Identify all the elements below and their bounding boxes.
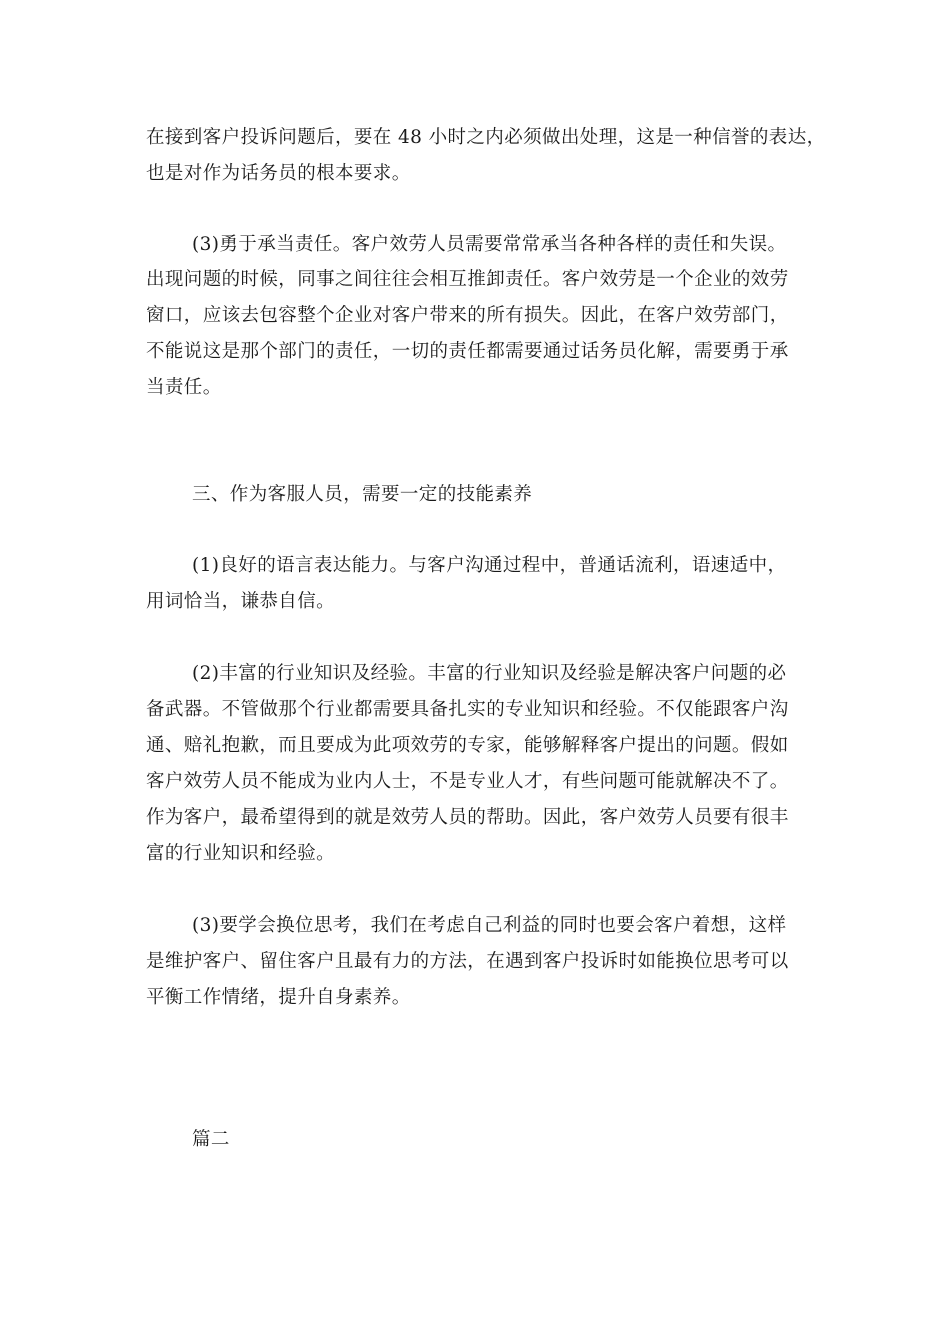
paragraph-line: (1)良好的语言表达能力。与客户沟通过程中，普通话流利，语速适中，: [192, 555, 787, 576]
paragraph-line: 窗口，应该去包容整个企业对客户带来的所有损失。因此，在客户效劳部门，: [146, 305, 789, 326]
paragraph-line: (3)勇于承当责任。客户效劳人员需要常常承当各种各样的责任和失误。: [192, 234, 787, 255]
paragraph-line: (3)要学会换位思考，我们在考虑自己利益的同时也要会客户着想，这样: [192, 915, 787, 936]
section-title: 篇二: [192, 1129, 230, 1150]
paragraph-line: 出现问题的时候，同事之间往往会相互推卸责任。客户效劳是一个企业的效劳: [146, 269, 789, 290]
paragraph-line: 不能说这是那个部门的责任，一切的责任都需要通过话务员化解，需要勇于承: [146, 341, 789, 362]
paragraph-line: 是维护客户、留住客户且最有力的方法，在遇到客户投诉时如能换位思考可以: [146, 951, 789, 972]
paragraph-line: 作为客户，最希望得到的就是效劳人员的帮助。因此，客户效劳人员要有很丰: [146, 807, 789, 828]
paragraph-line: 当责任。: [146, 377, 222, 398]
paragraph-line: 客户效劳人员不能成为业内人士，不是专业人才，有些问题可能就解决不了。: [146, 771, 789, 792]
paragraph-line: (2)丰富的行业知识及经验。丰富的行业知识及经验是解决客户问题的必: [192, 663, 787, 684]
section-heading: 三、作为客服人员，需要一定的技能素养: [192, 484, 533, 505]
paragraph-line: 平衡工作情绪，提升自身素养。: [146, 987, 411, 1008]
paragraph-line: 也是对作为话务员的根本要求。: [146, 163, 411, 184]
paragraph-line: 富的行业知识和经验。: [146, 843, 336, 864]
paragraph-line: 通、赔礼抱歉，而且要成为此项效劳的专家，能够解释客户提出的问题。假如: [146, 735, 789, 756]
paragraph-line: 在接到客户投诉问题后，要在 48 小时之内必须做出处理，这是一种信誉的表达，: [146, 127, 826, 148]
paragraph-line: 备武器。不管做那个行业都需要具备扎实的专业知识和经验。不仅能跟客户沟: [146, 699, 789, 720]
paragraph-line: 用词恰当，谦恭自信。: [146, 591, 336, 612]
